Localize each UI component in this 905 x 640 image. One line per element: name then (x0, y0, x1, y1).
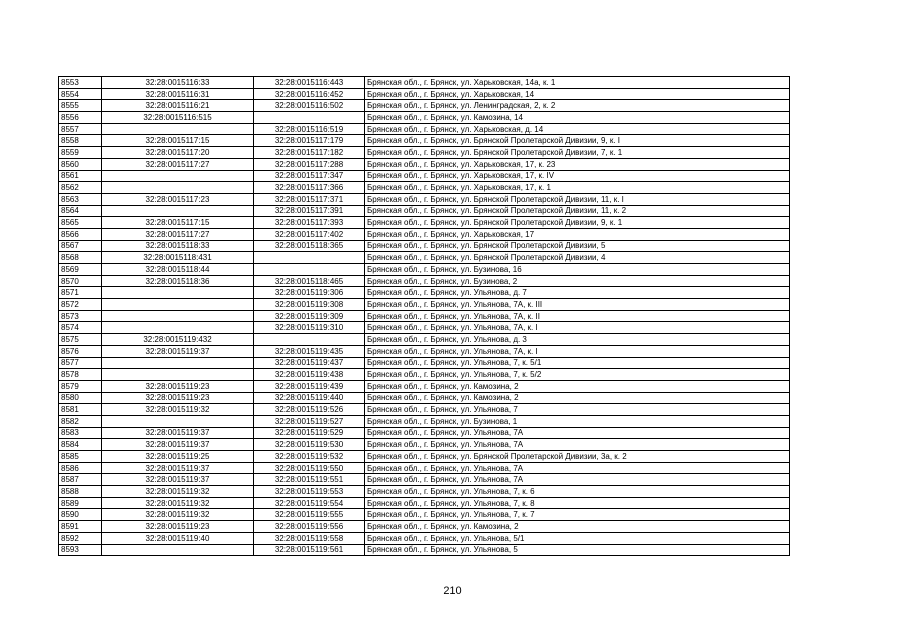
table-row (59, 334, 790, 346)
row-number-cell: 8566 (59, 228, 102, 240)
land-cadastral-number-cell (102, 170, 254, 182)
address-cell: Брянская обл., г. Брянск, ул. Харьковская, 14а, к. 1 (365, 77, 790, 89)
object-cadastral-number-cell: 32:28:0015117:402 (254, 228, 365, 240)
object-cadastral-number-cell: 32:28:0015117:366 (254, 182, 365, 194)
object-cadastral-number-cell: 32:28:0015119:550 (254, 462, 365, 474)
land-cadastral-number-cell: 32:28:0015119:32 (102, 486, 254, 498)
address-cell: Брянская обл., г. Брянск, ул. Брянской Пролетарской Дивизии, 4 (365, 252, 790, 264)
row-number-cell: 8563 (59, 193, 102, 205)
row-number-cell: 8574 (59, 322, 102, 334)
address-cell: Брянская обл., г. Брянск, ул. Ульянова, 7 (365, 404, 790, 416)
land-cadastral-number-cell: 32:28:0015119:25 (102, 451, 254, 463)
object-cadastral-number-cell: 32:28:0015117:288 (254, 158, 365, 170)
object-cadastral-number-cell: 32:28:0015119:435 (254, 345, 365, 357)
land-cadastral-number-cell: 32:28:0015117:20 (102, 147, 254, 159)
row-number-cell: 8572 (59, 299, 102, 311)
row-number-cell: 8582 (59, 415, 102, 427)
address-cell: Брянская обл., г. Брянск, ул. Ульянова, 7А, к. I (365, 345, 790, 357)
object-cadastral-number-cell: 32:28:0015119:527 (254, 415, 365, 427)
object-cadastral-number-cell: 32:28:0015119:561 (254, 544, 365, 556)
row-number-cell: 8575 (59, 334, 102, 346)
row-number-cell: 8561 (59, 170, 102, 182)
object-cadastral-number-cell: 32:28:0015116:443 (254, 77, 365, 89)
address-cell: Брянская обл., г. Брянск, ул. Ульянова, 5 (365, 544, 790, 556)
table-row (59, 182, 790, 194)
address-cell: Брянская обл., г. Брянск, ул. Ульянова, 7А (365, 439, 790, 451)
object-cadastral-number-cell: 32:28:0015119:556 (254, 521, 365, 533)
row-number-cell: 8593 (59, 544, 102, 556)
land-cadastral-number-cell: 32:28:0015117:15 (102, 217, 254, 229)
table-row (59, 299, 790, 311)
land-cadastral-number-cell: 32:28:0015117:23 (102, 193, 254, 205)
land-cadastral-number-cell: 32:28:0015119:37 (102, 462, 254, 474)
object-cadastral-number-cell: 32:28:0015116:519 (254, 123, 365, 135)
object-cadastral-number-cell: 32:28:0015119:558 (254, 532, 365, 544)
row-number-cell: 8588 (59, 486, 102, 498)
land-cadastral-number-cell: 32:28:0015119:32 (102, 509, 254, 521)
table-body (59, 77, 790, 556)
address-cell: Брянская обл., г. Брянск, ул. Бузинова, 1 (365, 415, 790, 427)
table-row (59, 544, 790, 556)
address-cell: Брянская обл., г. Брянск, ул. Харьковская, 17, к. 23 (365, 158, 790, 170)
address-cell: Брянская обл., г. Брянск, ул. Ульянова, 7, к. 6 (365, 486, 790, 498)
object-cadastral-number-cell: 32:28:0015119:437 (254, 357, 365, 369)
land-cadastral-number-cell: 32:28:0015119:40 (102, 532, 254, 544)
address-cell: Брянская обл., г. Брянск, ул. Брянской Пролетарской Дивизии, 11, к. I (365, 193, 790, 205)
table-row (59, 486, 790, 498)
table-row (59, 158, 790, 170)
row-number-cell: 8591 (59, 521, 102, 533)
land-cadastral-number-cell: 32:28:0015119:23 (102, 521, 254, 533)
land-cadastral-number-cell: 32:28:0015119:32 (102, 497, 254, 509)
object-cadastral-number-cell (254, 112, 365, 124)
land-cadastral-number-cell: 32:28:0015119:23 (102, 380, 254, 392)
object-cadastral-number-cell: 32:28:0015119:555 (254, 509, 365, 521)
table-row (59, 509, 790, 521)
row-number-cell: 8577 (59, 357, 102, 369)
object-cadastral-number-cell: 32:28:0015116:502 (254, 100, 365, 112)
address-cell: Брянская обл., г. Брянск, ул. Ульянова, 7А (365, 427, 790, 439)
object-cadastral-number-cell: 32:28:0015119:306 (254, 287, 365, 299)
object-cadastral-number-cell: 32:28:0015117:347 (254, 170, 365, 182)
land-cadastral-number-cell (102, 182, 254, 194)
row-number-cell: 8569 (59, 264, 102, 276)
row-number-cell: 8573 (59, 310, 102, 322)
land-cadastral-number-cell (102, 357, 254, 369)
row-number-cell: 8557 (59, 123, 102, 135)
row-number-cell: 8585 (59, 451, 102, 463)
land-cadastral-number-cell (102, 310, 254, 322)
row-number-cell: 8562 (59, 182, 102, 194)
object-cadastral-number-cell (254, 252, 365, 264)
row-number-cell: 8592 (59, 532, 102, 544)
table-row (59, 77, 790, 89)
object-cadastral-number-cell (254, 334, 365, 346)
address-cell: Брянская обл., г. Брянск, ул. Камозина, 2 (365, 380, 790, 392)
object-cadastral-number-cell: 32:28:0015119:529 (254, 427, 365, 439)
object-cadastral-number-cell (254, 264, 365, 276)
table-row (59, 322, 790, 334)
table-row (59, 193, 790, 205)
land-cadastral-number-cell (102, 415, 254, 427)
row-number-cell: 8564 (59, 205, 102, 217)
row-number-cell: 8567 (59, 240, 102, 252)
object-cadastral-number-cell: 32:28:0015118:365 (254, 240, 365, 252)
address-cell: Брянская обл., г. Брянск, ул. Брянской Пролетарской Дивизии, 3а, к. 2 (365, 451, 790, 463)
row-number-cell: 8560 (59, 158, 102, 170)
object-cadastral-number-cell: 32:28:0015117:179 (254, 135, 365, 147)
object-cadastral-number-cell: 32:28:0015119:530 (254, 439, 365, 451)
table-row (59, 369, 790, 381)
address-cell: Брянская обл., г. Брянск, ул. Харьковская, 17, к. IV (365, 170, 790, 182)
table-row (59, 415, 790, 427)
object-cadastral-number-cell: 32:28:0015117:371 (254, 193, 365, 205)
object-cadastral-number-cell: 32:28:0015119:553 (254, 486, 365, 498)
address-cell: Брянская обл., г. Брянск, ул. Бузинова, 16 (365, 264, 790, 276)
row-number-cell: 8587 (59, 474, 102, 486)
object-cadastral-number-cell: 32:28:0015119:308 (254, 299, 365, 311)
table-row (59, 205, 790, 217)
address-cell: Брянская обл., г. Брянск, ул. Брянской Пролетарской Дивизии, 11, к. 2 (365, 205, 790, 217)
row-number-cell: 8579 (59, 380, 102, 392)
table-row (59, 240, 790, 252)
table-row (59, 532, 790, 544)
table-row (59, 170, 790, 182)
object-cadastral-number-cell: 32:28:0015119:438 (254, 369, 365, 381)
address-cell: Брянская обл., г. Брянск, ул. Ульянова, д. 3 (365, 334, 790, 346)
row-number-cell: 8576 (59, 345, 102, 357)
land-cadastral-number-cell (102, 205, 254, 217)
land-cadastral-number-cell (102, 123, 254, 135)
land-cadastral-number-cell: 32:28:0015118:33 (102, 240, 254, 252)
table-row (59, 217, 790, 229)
land-cadastral-number-cell: 32:28:0015117:27 (102, 158, 254, 170)
row-number-cell: 8571 (59, 287, 102, 299)
row-number-cell: 8570 (59, 275, 102, 287)
address-cell: Брянская обл., г. Брянск, ул. Брянской Пролетарской Дивизии, 9, к. I (365, 135, 790, 147)
object-cadastral-number-cell: 32:28:0015118:465 (254, 275, 365, 287)
land-cadastral-number-cell: 32:28:0015119:432 (102, 334, 254, 346)
row-number-cell: 8589 (59, 497, 102, 509)
row-number-cell: 8578 (59, 369, 102, 381)
table-row (59, 404, 790, 416)
address-cell: Брянская обл., г. Брянск, ул. Брянской Пролетарской Дивизии, 9, к. 1 (365, 217, 790, 229)
row-number-cell: 8568 (59, 252, 102, 264)
row-number-cell: 8555 (59, 100, 102, 112)
table-row (59, 345, 790, 357)
object-cadastral-number-cell: 32:28:0015117:393 (254, 217, 365, 229)
table-row (59, 135, 790, 147)
address-cell: Брянская обл., г. Брянск, ул. Ульянова, 7, к. 5/2 (365, 369, 790, 381)
address-cell: Брянская обл., г. Брянск, ул. Ульянова, 7, к. 5/1 (365, 357, 790, 369)
land-cadastral-number-cell: 32:28:0015119:32 (102, 404, 254, 416)
land-cadastral-number-cell: 32:28:0015119:23 (102, 392, 254, 404)
land-cadastral-number-cell (102, 299, 254, 311)
address-cell: Брянская обл., г. Брянск, ул. Харьковская, 17, к. 1 (365, 182, 790, 194)
table-row (59, 147, 790, 159)
land-cadastral-number-cell: 32:28:0015118:36 (102, 275, 254, 287)
address-cell: Брянская обл., г. Брянск, ул. Брянской Пролетарской Дивизии, 5 (365, 240, 790, 252)
row-number-cell: 8586 (59, 462, 102, 474)
land-cadastral-number-cell: 32:28:0015116:515 (102, 112, 254, 124)
address-cell: Брянская обл., г. Брянск, ул. Ульянова, 7А (365, 462, 790, 474)
table-row (59, 521, 790, 533)
row-number-cell: 8556 (59, 112, 102, 124)
table-row (59, 228, 790, 240)
address-cell: Брянская обл., г. Брянск, ул. Харьковская, 14 (365, 88, 790, 100)
table-row (59, 112, 790, 124)
row-number-cell: 8590 (59, 509, 102, 521)
row-number-cell: 8553 (59, 77, 102, 89)
address-cell: Брянская обл., г. Брянск, ул. Ульянова, 5/1 (365, 532, 790, 544)
row-number-cell: 8559 (59, 147, 102, 159)
land-cadastral-number-cell: 32:28:0015117:27 (102, 228, 254, 240)
row-number-cell: 8558 (59, 135, 102, 147)
land-cadastral-number-cell: 32:28:0015116:33 (102, 77, 254, 89)
object-cadastral-number-cell: 32:28:0015119:551 (254, 474, 365, 486)
address-cell: Брянская обл., г. Брянск, ул. Бузинова, 2 (365, 275, 790, 287)
address-cell: Брянская обл., г. Брянск, ул. Камозина, 14 (365, 112, 790, 124)
object-cadastral-number-cell: 32:28:0015119:526 (254, 404, 365, 416)
land-cadastral-number-cell: 32:28:0015117:15 (102, 135, 254, 147)
object-cadastral-number-cell: 32:28:0015117:182 (254, 147, 365, 159)
object-cadastral-number-cell: 32:28:0015117:391 (254, 205, 365, 217)
table-row (59, 451, 790, 463)
address-cell: Брянская обл., г. Брянск, ул. Ленинградская, 2, к. 2 (365, 100, 790, 112)
land-cadastral-number-cell (102, 322, 254, 334)
table-row (59, 380, 790, 392)
cadastral-table (58, 76, 790, 556)
table-row (59, 439, 790, 451)
address-cell: Брянская обл., г. Брянск, ул. Ульянова, 7, к. 8 (365, 497, 790, 509)
address-cell: Брянская обл., г. Брянск, ул. Ульянова, 7А, к. II (365, 310, 790, 322)
object-cadastral-number-cell: 32:28:0015119:440 (254, 392, 365, 404)
table-row (59, 392, 790, 404)
table-row (59, 462, 790, 474)
row-number-cell: 8580 (59, 392, 102, 404)
address-cell: Брянская обл., г. Брянск, ул. Ульянова, д. 7 (365, 287, 790, 299)
table-row (59, 252, 790, 264)
table-row (59, 427, 790, 439)
land-cadastral-number-cell: 32:28:0015119:37 (102, 439, 254, 451)
row-number-cell: 8584 (59, 439, 102, 451)
land-cadastral-number-cell: 32:28:0015118:44 (102, 264, 254, 276)
table-row (59, 100, 790, 112)
land-cadastral-number-cell: 32:28:0015118:431 (102, 252, 254, 264)
object-cadastral-number-cell: 32:28:0015119:310 (254, 322, 365, 334)
land-cadastral-number-cell: 32:28:0015119:37 (102, 474, 254, 486)
address-cell: Брянская обл., г. Брянск, ул. Камозина, 2 (365, 521, 790, 533)
table-row (59, 123, 790, 135)
land-cadastral-number-cell: 32:28:0015116:21 (102, 100, 254, 112)
address-cell: Брянская обл., г. Брянск, ул. Ульянова, 7А, к. III (365, 299, 790, 311)
address-cell: Брянская обл., г. Брянск, ул. Харьковская, 17 (365, 228, 790, 240)
object-cadastral-number-cell: 32:28:0015119:439 (254, 380, 365, 392)
object-cadastral-number-cell: 32:28:0015116:452 (254, 88, 365, 100)
row-number-cell: 8583 (59, 427, 102, 439)
object-cadastral-number-cell: 32:28:0015119:309 (254, 310, 365, 322)
address-cell: Брянская обл., г. Брянск, ул. Ульянова, 7А, к. I (365, 322, 790, 334)
land-cadastral-number-cell (102, 369, 254, 381)
row-number-cell: 8565 (59, 217, 102, 229)
address-cell: Брянская обл., г. Брянск, ул. Камозина, 2 (365, 392, 790, 404)
address-cell: Брянская обл., г. Брянск, ул. Ульянова, 7А (365, 474, 790, 486)
table-row (59, 88, 790, 100)
table-row (59, 287, 790, 299)
land-cadastral-number-cell (102, 287, 254, 299)
object-cadastral-number-cell: 32:28:0015119:532 (254, 451, 365, 463)
object-cadastral-number-cell: 32:28:0015119:554 (254, 497, 365, 509)
land-cadastral-number-cell: 32:28:0015119:37 (102, 345, 254, 357)
address-cell: Брянская обл., г. Брянск, ул. Ульянова, 7, к. 7 (365, 509, 790, 521)
table-row (59, 310, 790, 322)
row-number-cell: 8581 (59, 404, 102, 416)
table-row (59, 357, 790, 369)
land-cadastral-number-cell (102, 544, 254, 556)
page-number: 210 (443, 585, 462, 597)
table-row (59, 497, 790, 509)
address-cell: Брянская обл., г. Брянск, ул. Брянской Пролетарской Дивизии, 7, к. 1 (365, 147, 790, 159)
table-row (59, 474, 790, 486)
address-cell: Брянская обл., г. Брянск, ул. Харьковская, д. 14 (365, 123, 790, 135)
table-row (59, 264, 790, 276)
land-cadastral-number-cell: 32:28:0015119:37 (102, 427, 254, 439)
table-row (59, 275, 790, 287)
row-number-cell: 8554 (59, 88, 102, 100)
land-cadastral-number-cell: 32:28:0015116:31 (102, 88, 254, 100)
